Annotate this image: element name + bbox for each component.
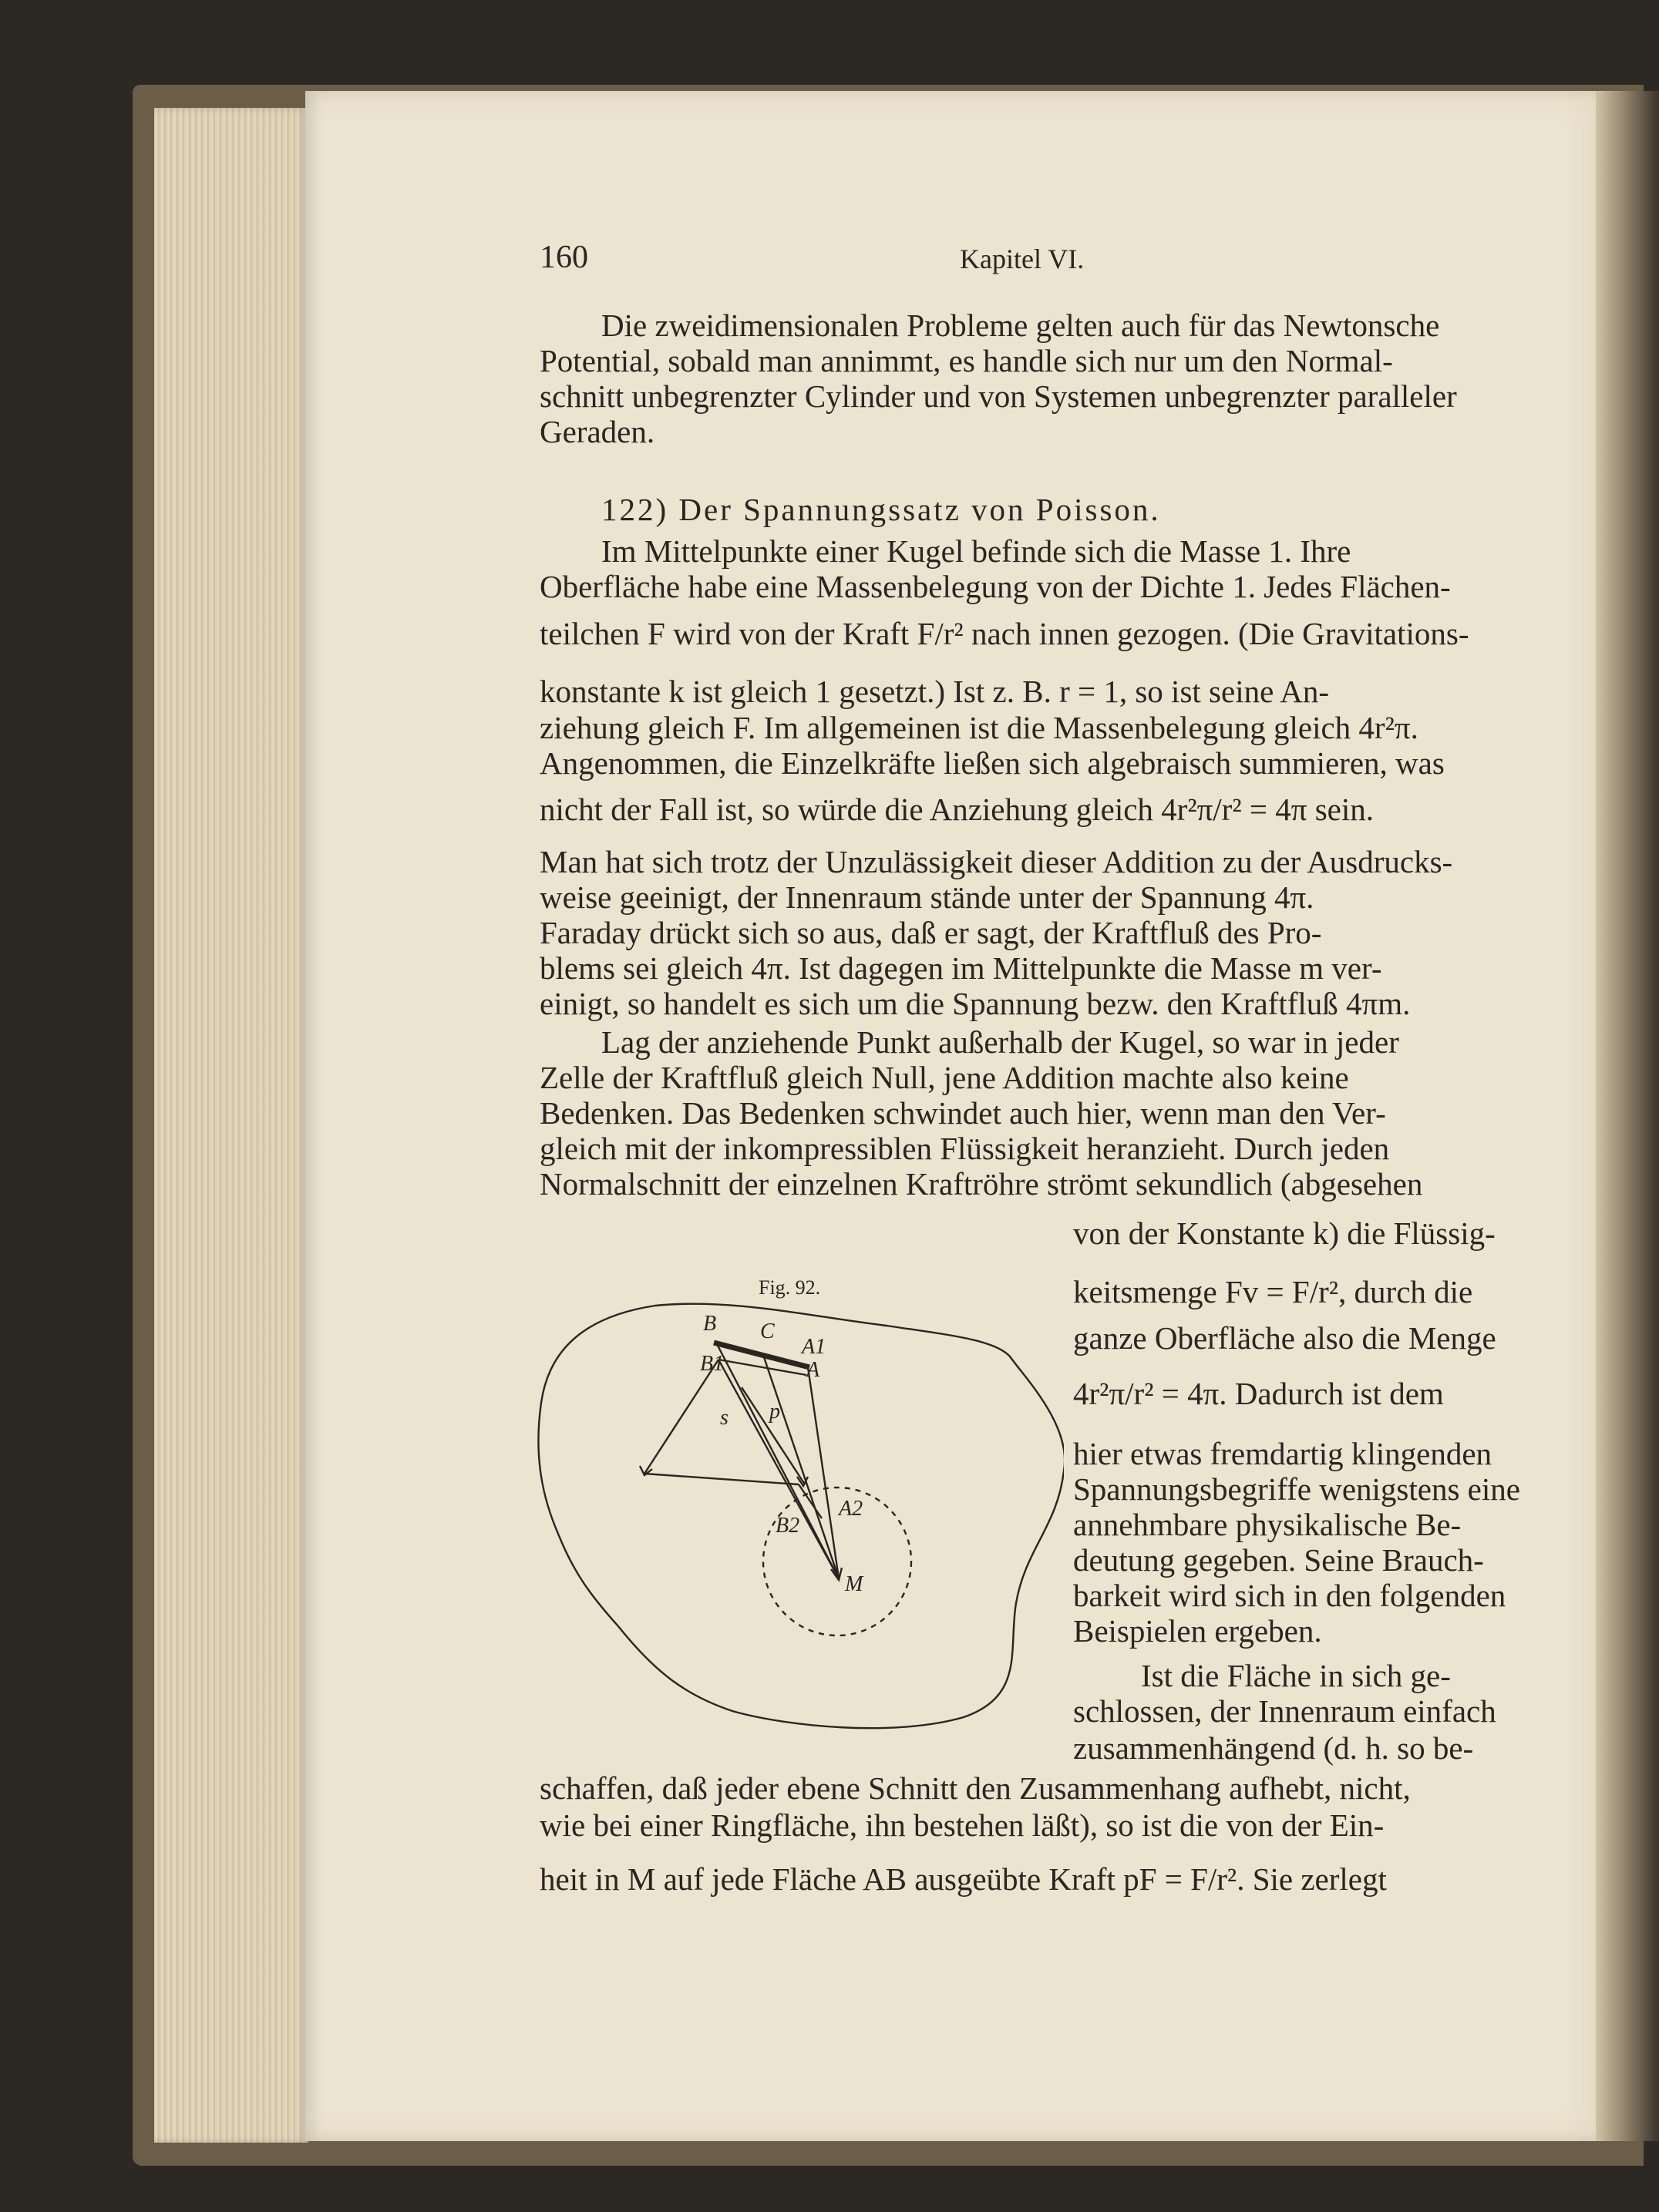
side-line: Beispielen ergeben.	[1073, 1613, 1322, 1649]
body-line: schnitt unbegrenzter Cylinder und von Systemen unbegrenzter paralleler	[540, 378, 1457, 414]
body-line: teilchen F wird von der Kraft F/r² nach innen gezogen. (Die Gravitations-	[540, 616, 1469, 651]
side-line: keitsmenge Fv = F/r², durch die	[1073, 1274, 1473, 1309]
label-b2: B2	[776, 1514, 800, 1538]
page-gutter	[1596, 91, 1659, 2141]
tail-line: wie bei einer Ringfläche, ihn bestehen läßt), so ist die von der Ein-	[540, 1807, 1385, 1843]
body-line: Angenommen, die Einzelkräfte ließen sich algebraisch summieren, was	[540, 745, 1445, 781]
line-a-m	[808, 1367, 839, 1578]
side-line: Spannungsbegriffe wenigstens eine	[1073, 1471, 1520, 1507]
side-line: von der Konstante k) die Flüssig-	[1073, 1215, 1496, 1251]
side-line: annehmbare physikalische Be-	[1073, 1507, 1462, 1542]
page-edges	[154, 108, 308, 2143]
line-s-base	[644, 1474, 799, 1484]
label-b: B	[703, 1312, 717, 1336]
body-line: Normalschnitt der einzelnen Kraftröhre strömt sekundlich (abgesehen	[540, 1166, 1423, 1202]
body-line: Lag der anziehende Punkt außerhalb der Kugel, so war in jeder	[601, 1024, 1399, 1060]
label-m: M	[845, 1572, 863, 1596]
label-s: s	[720, 1406, 729, 1430]
body-line: Man hat sich trotz der Unzulässigkeit dieser Addition zu der Ausdrucks-	[540, 844, 1453, 879]
label-a1: A1	[802, 1335, 826, 1359]
side-line: barkeit wird sich in den folgenden	[1073, 1578, 1506, 1613]
segment-ab	[714, 1343, 809, 1367]
running-title: Kapitel VI.	[960, 244, 1085, 274]
body-line: Zelle der Kraftfluß gleich Null, jene Addition machte also keine	[540, 1060, 1349, 1095]
side-line: deutung gegeben. Seine Brauch-	[1073, 1542, 1484, 1578]
body-line: blems sei gleich 4π. Ist dagegen im Mittelpunkte die Masse m ver-	[540, 950, 1382, 986]
label-a: A	[806, 1358, 820, 1382]
body-line: ziehung gleich F. Im allgemeinen ist die Massenbelegung gleich 4r²π.	[540, 710, 1418, 745]
line-b1-m	[718, 1360, 839, 1578]
line-s	[644, 1360, 718, 1474]
label-a2: A2	[839, 1497, 863, 1521]
figure-caption: Fig. 92.	[759, 1276, 821, 1299]
label-b1: B1	[700, 1352, 725, 1376]
page-number: 160	[540, 240, 588, 275]
body-line: konstante k ist gleich 1 gesetzt.) Ist z. B. r = 1, so ist seine An-	[540, 674, 1330, 709]
side-line: 4r²π/r² = 4π. Dadurch ist dem	[1073, 1376, 1444, 1411]
side-line: ganze Oberfläche also die Menge	[1073, 1320, 1496, 1356]
side-line: Ist die Fläche in sich ge-	[1141, 1658, 1451, 1693]
body-line: Im Mittelpunkte einer Kugel befinde sich die Masse 1. Ihre	[601, 533, 1351, 569]
body-line: einigt, so handelt es sich um die Spannung bezw. den Kraftfluß 4πm.	[540, 986, 1411, 1021]
tail-line: heit in M auf jede Fläche AB ausgeübte Kraft pF = F/r². Sie zerlegt	[540, 1861, 1387, 1897]
body-line: nicht der Fall ist, so würde die Anziehung gleich 4r²π/r² = 4π sein.	[540, 792, 1375, 827]
body-line: Geraden.	[540, 414, 655, 449]
section-heading: 122) Der Spannungssatz von Poisson.	[601, 492, 1161, 527]
body-line: gleich mit der inkompressiblen Flüssigkeit heranzieht. Durch jeden	[540, 1131, 1390, 1166]
body-line: Bedenken. Das Bedenken schwindet auch hier, wenn man den Ver-	[540, 1095, 1386, 1131]
label-p: p	[769, 1400, 780, 1424]
tail-line: schaffen, daß jeder ebene Schnitt den Zusammenhang aufhebt, nicht,	[540, 1770, 1411, 1806]
body-line: Faraday drückt sich so aus, daß er sagt, der Kraftfluß des Pro-	[540, 915, 1322, 950]
body-line: Potential, sobald man annimmt, es handle sich nur um den Normal-	[540, 343, 1393, 378]
label-c: C	[760, 1319, 775, 1343]
side-line: zusammenhängend (d. h. so be-	[1073, 1730, 1474, 1766]
body-line: weise geeinigt, der Innenraum stände unter der Spannung 4π.	[540, 879, 1314, 915]
side-line: hier etwas fremdartig klingenden	[1073, 1436, 1492, 1471]
body-line: Oberfläche habe eine Massenbelegung von der Dichte 1. Jedes Flächen-	[540, 569, 1451, 604]
side-line: schlossen, der Innenraum einfach	[1073, 1693, 1496, 1729]
body-line: Die zweidimensionalen Probleme gelten auch für das Newtonsche	[601, 308, 1440, 343]
line-c-m	[763, 1355, 839, 1578]
figure-92	[532, 1295, 1064, 1750]
